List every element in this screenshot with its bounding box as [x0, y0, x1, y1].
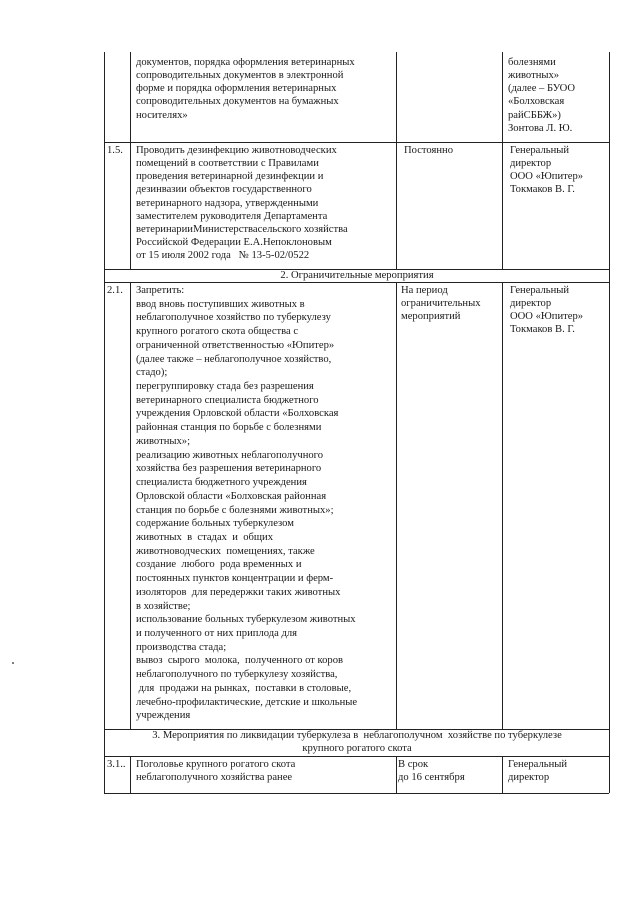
section-header: 3. Мероприятия по ликвидации туберкулеза в неблагополучном хозяйстве по туберкулезе крупного рогатого скота — [152, 730, 562, 755]
column-divider — [130, 282, 131, 729]
row-text: Запретить: ввод вновь поступивших животных в неблагополучное хозяйство по туберкулезу крупного рогатого скота общества с ограниченной ответственностью «Юпитер» (далее также – неблагополучное хозяйство, стадо); перегруппировку стада без разрешения ветеринарного специалиста бюджетного учреждения Орловской области «Болховская районная станция по борьбе с болезнями животных»; реализацию животных неблагополучного хозяйства без разрешения ветеринарного специалиста бюджетного учреждения Орловской области «Болховская районная станция по борьбе с болезнями животных»; содержание больных туберкулезом животных в стадах и общих животноводческих помещениях, также создание любого рода временных и постоянных пунктов концентрации и ферм- изоляторов для передержки таких животных в хозяйстве; использование больных туберкулезом животных и полученного от них приплода для производства стада; вывоз сырого молока, полученного от коров неблагополучного по туберкулезу хозяйства, для продажи на рынках, поставки в столовые, лечебно-профилактические, детские и школьные учреждения — [136, 285, 358, 722]
table-border-left — [104, 52, 105, 793]
row-text: Поголовье крупного рогатого скота неблагополучного хозяйства ранее — [136, 759, 296, 784]
row-number: 2.1. — [107, 285, 123, 296]
scan-speck — [12, 662, 14, 664]
column-divider — [130, 756, 131, 793]
row-responsible: Генеральный директор ООО «Юпитер» Токмаков В. Г. — [510, 145, 584, 196]
row-responsible: болезнями животных» (далее – БУОО «Болховская райСББЖ») Зонтова Л. Ю. — [508, 57, 575, 134]
column-divider — [396, 756, 397, 793]
column-divider — [502, 52, 503, 270]
row-divider — [104, 142, 609, 143]
row-divider — [104, 756, 609, 757]
column-divider — [502, 282, 503, 729]
row-responsible: Генеральный директор — [508, 759, 568, 784]
row-divider — [104, 793, 609, 794]
row-number: 3.1.. — [107, 759, 126, 770]
row-term: На период ограничительных мероприятий — [401, 285, 481, 323]
row-term: Постоянно — [404, 145, 454, 156]
row-number: 1.5. — [107, 145, 123, 156]
row-responsible: Генеральный директор ООО «Юпитер» Токмаков В. Г. — [510, 285, 584, 336]
row-text: документов, порядка оформления ветеринарных сопроводительных документов в электронной форме и порядка оформления ветеринарных сопроводительных документов на бумажных носителях» — [136, 57, 355, 121]
column-divider — [396, 52, 397, 270]
column-divider — [396, 282, 397, 729]
table-border-right — [609, 52, 610, 793]
column-divider — [130, 52, 131, 270]
column-divider — [502, 756, 503, 793]
row-text: Проводить дезинфекцию животноводческих помещений в соответствии с Правилами проведения ветеринарной дезинфекции и дезинвазии объектов государственного ветеринарного надзора, утвержденными заместителем руководителя Департамента ветеринарииМинистерствасельского хозяйства Российской Федерации Е.А.Непоклоновым от 15 июля 2002 года № 13-5-02/0522 — [136, 145, 348, 262]
section-header: 2. Ограничительные мероприятия — [280, 270, 434, 281]
row-term: В срок до 16 сентября — [398, 759, 465, 784]
